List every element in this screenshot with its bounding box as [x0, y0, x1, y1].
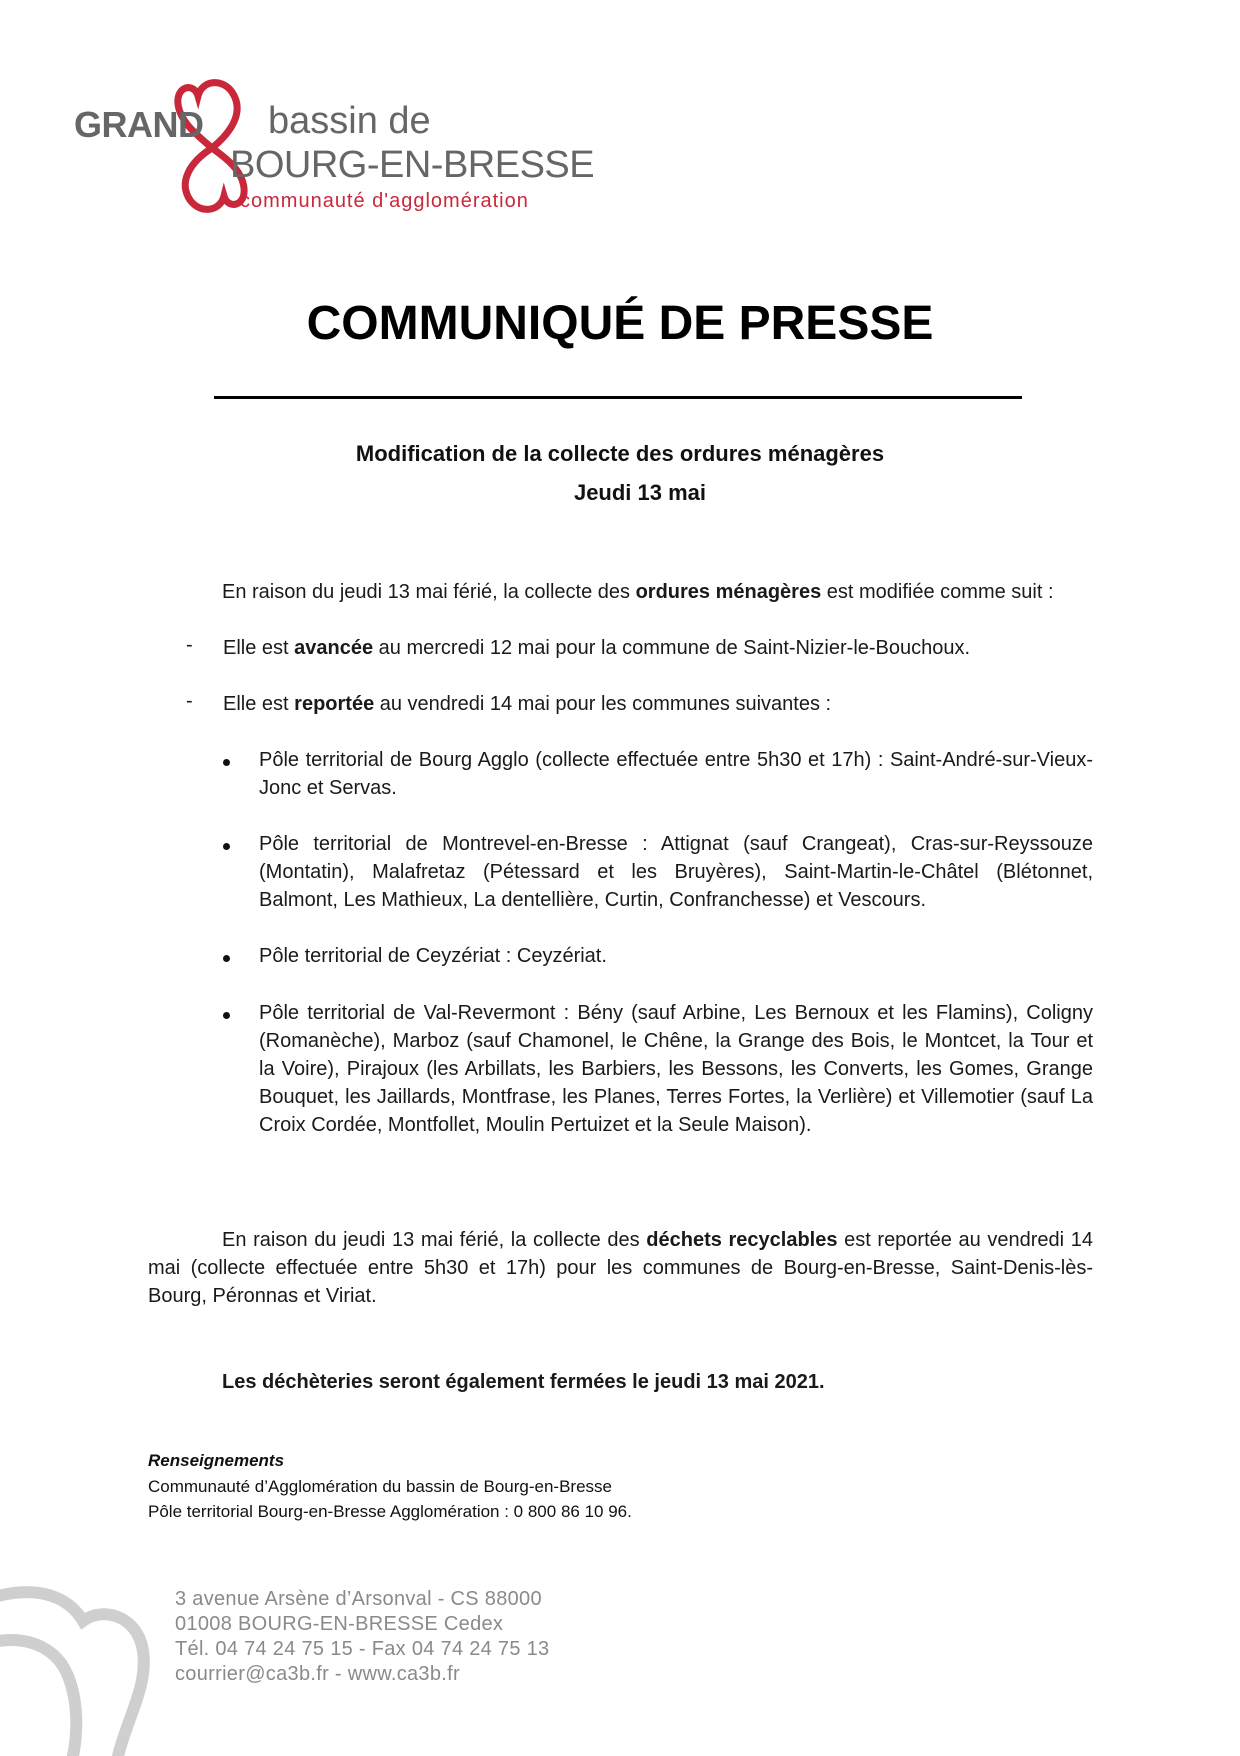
- subtitle-date: Jeudi 13 mai: [573, 480, 707, 505]
- info-organization: Communauté d’Agglomération du bassin de Bourg-en-Bresse: [148, 1477, 612, 1496]
- bullet-dot-icon: [223, 1012, 230, 1019]
- bullet-item-ceyzeriat: Pôle territorial de Ceyzériat : Ceyzériat.: [259, 945, 607, 967]
- logo-grand-text: GRAND: [74, 104, 204, 145]
- dash-item-advanced: [223, 634, 1103, 662]
- footer-watermark-icon: [0, 1566, 168, 1756]
- organization-logo: [72, 78, 612, 218]
- dash-item-text-before: Elle est: [223, 693, 295, 715]
- page-title: COMMUNIQUÉ DE PRESSE: [306, 297, 934, 350]
- recyclables-text-after: est reportée au vendredi 14 mai (collecte effectuée entre 5h30 et 17h) pour les communes de Bourg-en-Bresse, Saint-Denis-lès-Bourg, Péronnas et Viriat.: [148, 1229, 1093, 1307]
- dash-marker: -: [186, 690, 193, 712]
- subtitle-topic: Modification de la collecte des ordures ménagères: [355, 441, 885, 466]
- footer-address-line2: 01008 BOURG-EN-BRESSE Cedex: [175, 1613, 504, 1635]
- dash-marker: -: [186, 634, 193, 656]
- dash-item-text-bold: reportée: [294, 693, 375, 715]
- dash-item-text-before: Elle est: [223, 637, 295, 659]
- bullet-dot-icon: [223, 759, 230, 766]
- dash-item-text-after: au vendredi 14 mai pour les communes suivantes :: [374, 693, 832, 715]
- dash-item-text-bold: avancée: [294, 637, 374, 659]
- intro-text-after: est modifiée comme suit :: [821, 581, 1054, 603]
- closure-notice: Les déchèteries seront également fermées le jeudi 13 mai 2021.: [222, 1371, 825, 1393]
- logo-tagline-text: communauté d'agglomération: [240, 190, 529, 212]
- bullet-dot-icon: [223, 843, 230, 850]
- logo-bassin-text: bassin de: [268, 100, 431, 142]
- intro-text-before: En raison du jeudi 13 mai férié, la collecte des: [222, 581, 636, 603]
- recyclables-text-before: En raison du jeudi 13 mai férié, la collecte des: [222, 1229, 647, 1251]
- intro-paragraph: [222, 578, 1102, 606]
- bullet-item-bourg-agglo: Pôle territorial de Bourg Agglo (collecte effectuée entre 5h30 et 17h) : Saint-André-sur-Vieux-Jonc et Servas.: [259, 749, 1093, 799]
- recyclables-text-bold: déchets recyclables: [646, 1229, 838, 1251]
- title-divider: [214, 396, 1022, 399]
- dash-item-postponed: [223, 690, 1103, 718]
- dash-item-text-after: au mercredi 12 mai pour la commune de Saint-Nizier-le-Bouchoux.: [373, 637, 971, 659]
- footer-email-web: courrier@ca3b.fr - www.ca3b.fr: [175, 1663, 460, 1685]
- bullet-item-montrevel: Pôle territorial de Montrevel-en-Bresse : Attignat (sauf Crangeat), Cras-sur-Reyssouze (Montatin), Malafretaz (Pétessard et les Bruyères), Saint-Martin-le-Châtel (Blétonnet, Balmont, Les Mathieux, La dentellière, Curtin, Confranchesse) et Vescours.: [259, 833, 1093, 911]
- recyclables-paragraph: [148, 1226, 1093, 1310]
- info-heading: Renseignements: [148, 1451, 285, 1470]
- footer-phone-fax: Tél. 04 74 24 75 15 - Fax 04 74 24 75 13: [175, 1638, 550, 1660]
- intro-text-bold: ordures ménagères: [635, 581, 822, 603]
- logo-city-text: BOURG-EN-BRESSE: [230, 144, 595, 186]
- footer-address-line1: 3 avenue Arsène d’Arsonval - CS 88000: [175, 1588, 542, 1610]
- bullet-dot-icon: [223, 955, 230, 962]
- bullet-item-val-revermont: Pôle territorial de Val-Revermont : Bény (sauf Arbine, Les Bernoux et les Flamins), Coligny (Romanèche), Marboz (sauf Chamonel, le Chêne, la Grange des Bois, le Montcet, la Tour et la Voire), Pirajoux (les Arbillats, les Barbiers, les Bessons, les Converts, les Gomes, Grange Bouquet, les Jaillards, Montfrase, les Planes, Terres Fortes, la Verlière) et Villemotier (sauf La Croix Cordée, Montfollet, Moulin Pertuizet et la Seule Maison).: [259, 1002, 1093, 1136]
- info-phone: Pôle territorial Bourg-en-Bresse Agglomération : 0 800 86 10 96.: [148, 1502, 632, 1521]
